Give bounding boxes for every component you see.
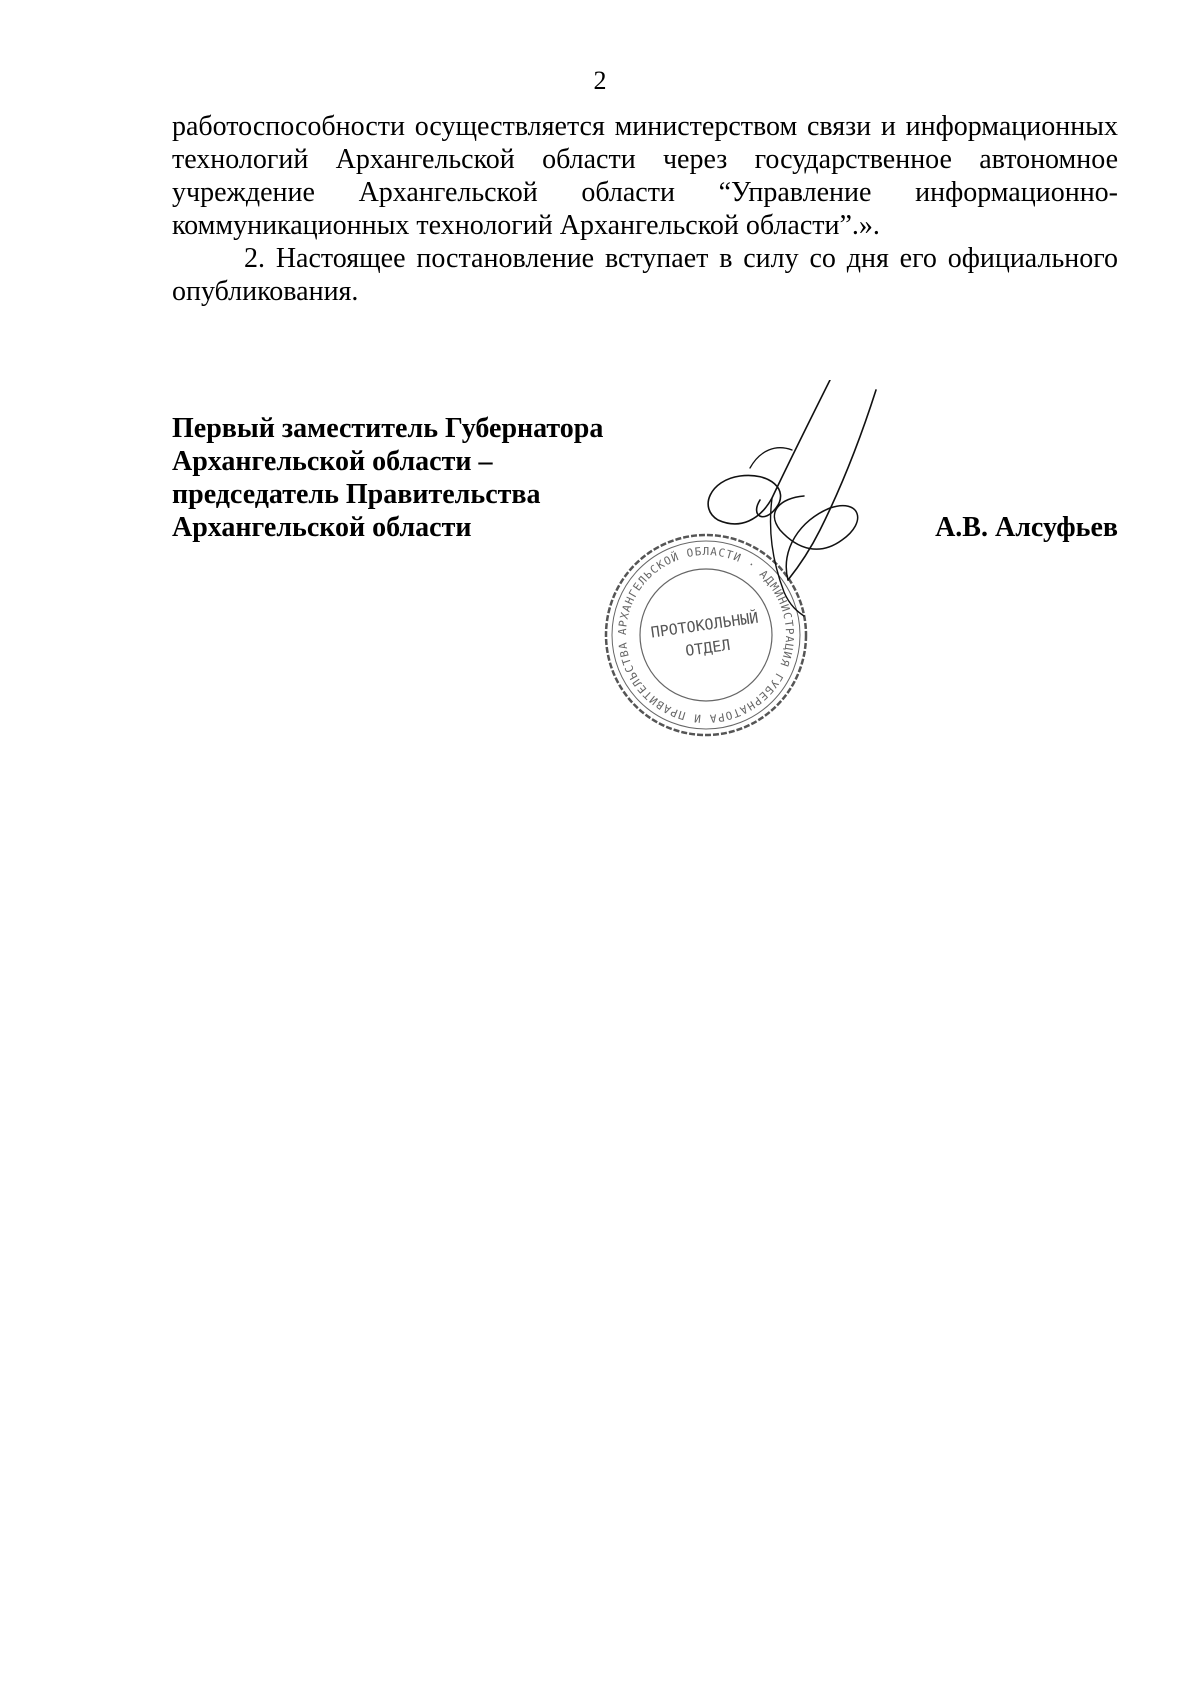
body-text: [172, 110, 1118, 308]
signer-title-line: Первый заместитель Губернатора: [172, 413, 604, 444]
signer-title-line: Архангельской области: [172, 512, 472, 543]
stamp-center-line: ПРОТОКОЛЬНЫЙ: [649, 608, 760, 642]
paragraph-effective-date: 2. Настоящее постановление вступает в силу со дня его официального опубликования.: [172, 243, 1118, 307]
stamp-center-line: ОТДЕЛ: [684, 635, 732, 660]
page-number: 2: [593, 66, 607, 95]
signer-title-line: Архангельской области –: [172, 446, 493, 477]
signer-title-line: председатель Правительства: [172, 479, 541, 510]
stamp-ring-text: АРХАНГЕЛЬСКОЙ ОБЛАСТИ · АДМИНИСТРАЦИЯ ГУБЕРНАТОРА И ПРАВИТЕЛЬСТВА: [615, 544, 797, 726]
handwritten-signature: [680, 380, 880, 620]
signer-name: А.В. Алсуфьев: [935, 512, 1118, 543]
paragraph-continuation: работоспособности осуществляется министерством связи и информационных технологий Архангельской области через государственное автономное учреждение Архангельской области “Управление информационно-коммуникационных технологий Архангельской области”.».: [172, 111, 1118, 241]
